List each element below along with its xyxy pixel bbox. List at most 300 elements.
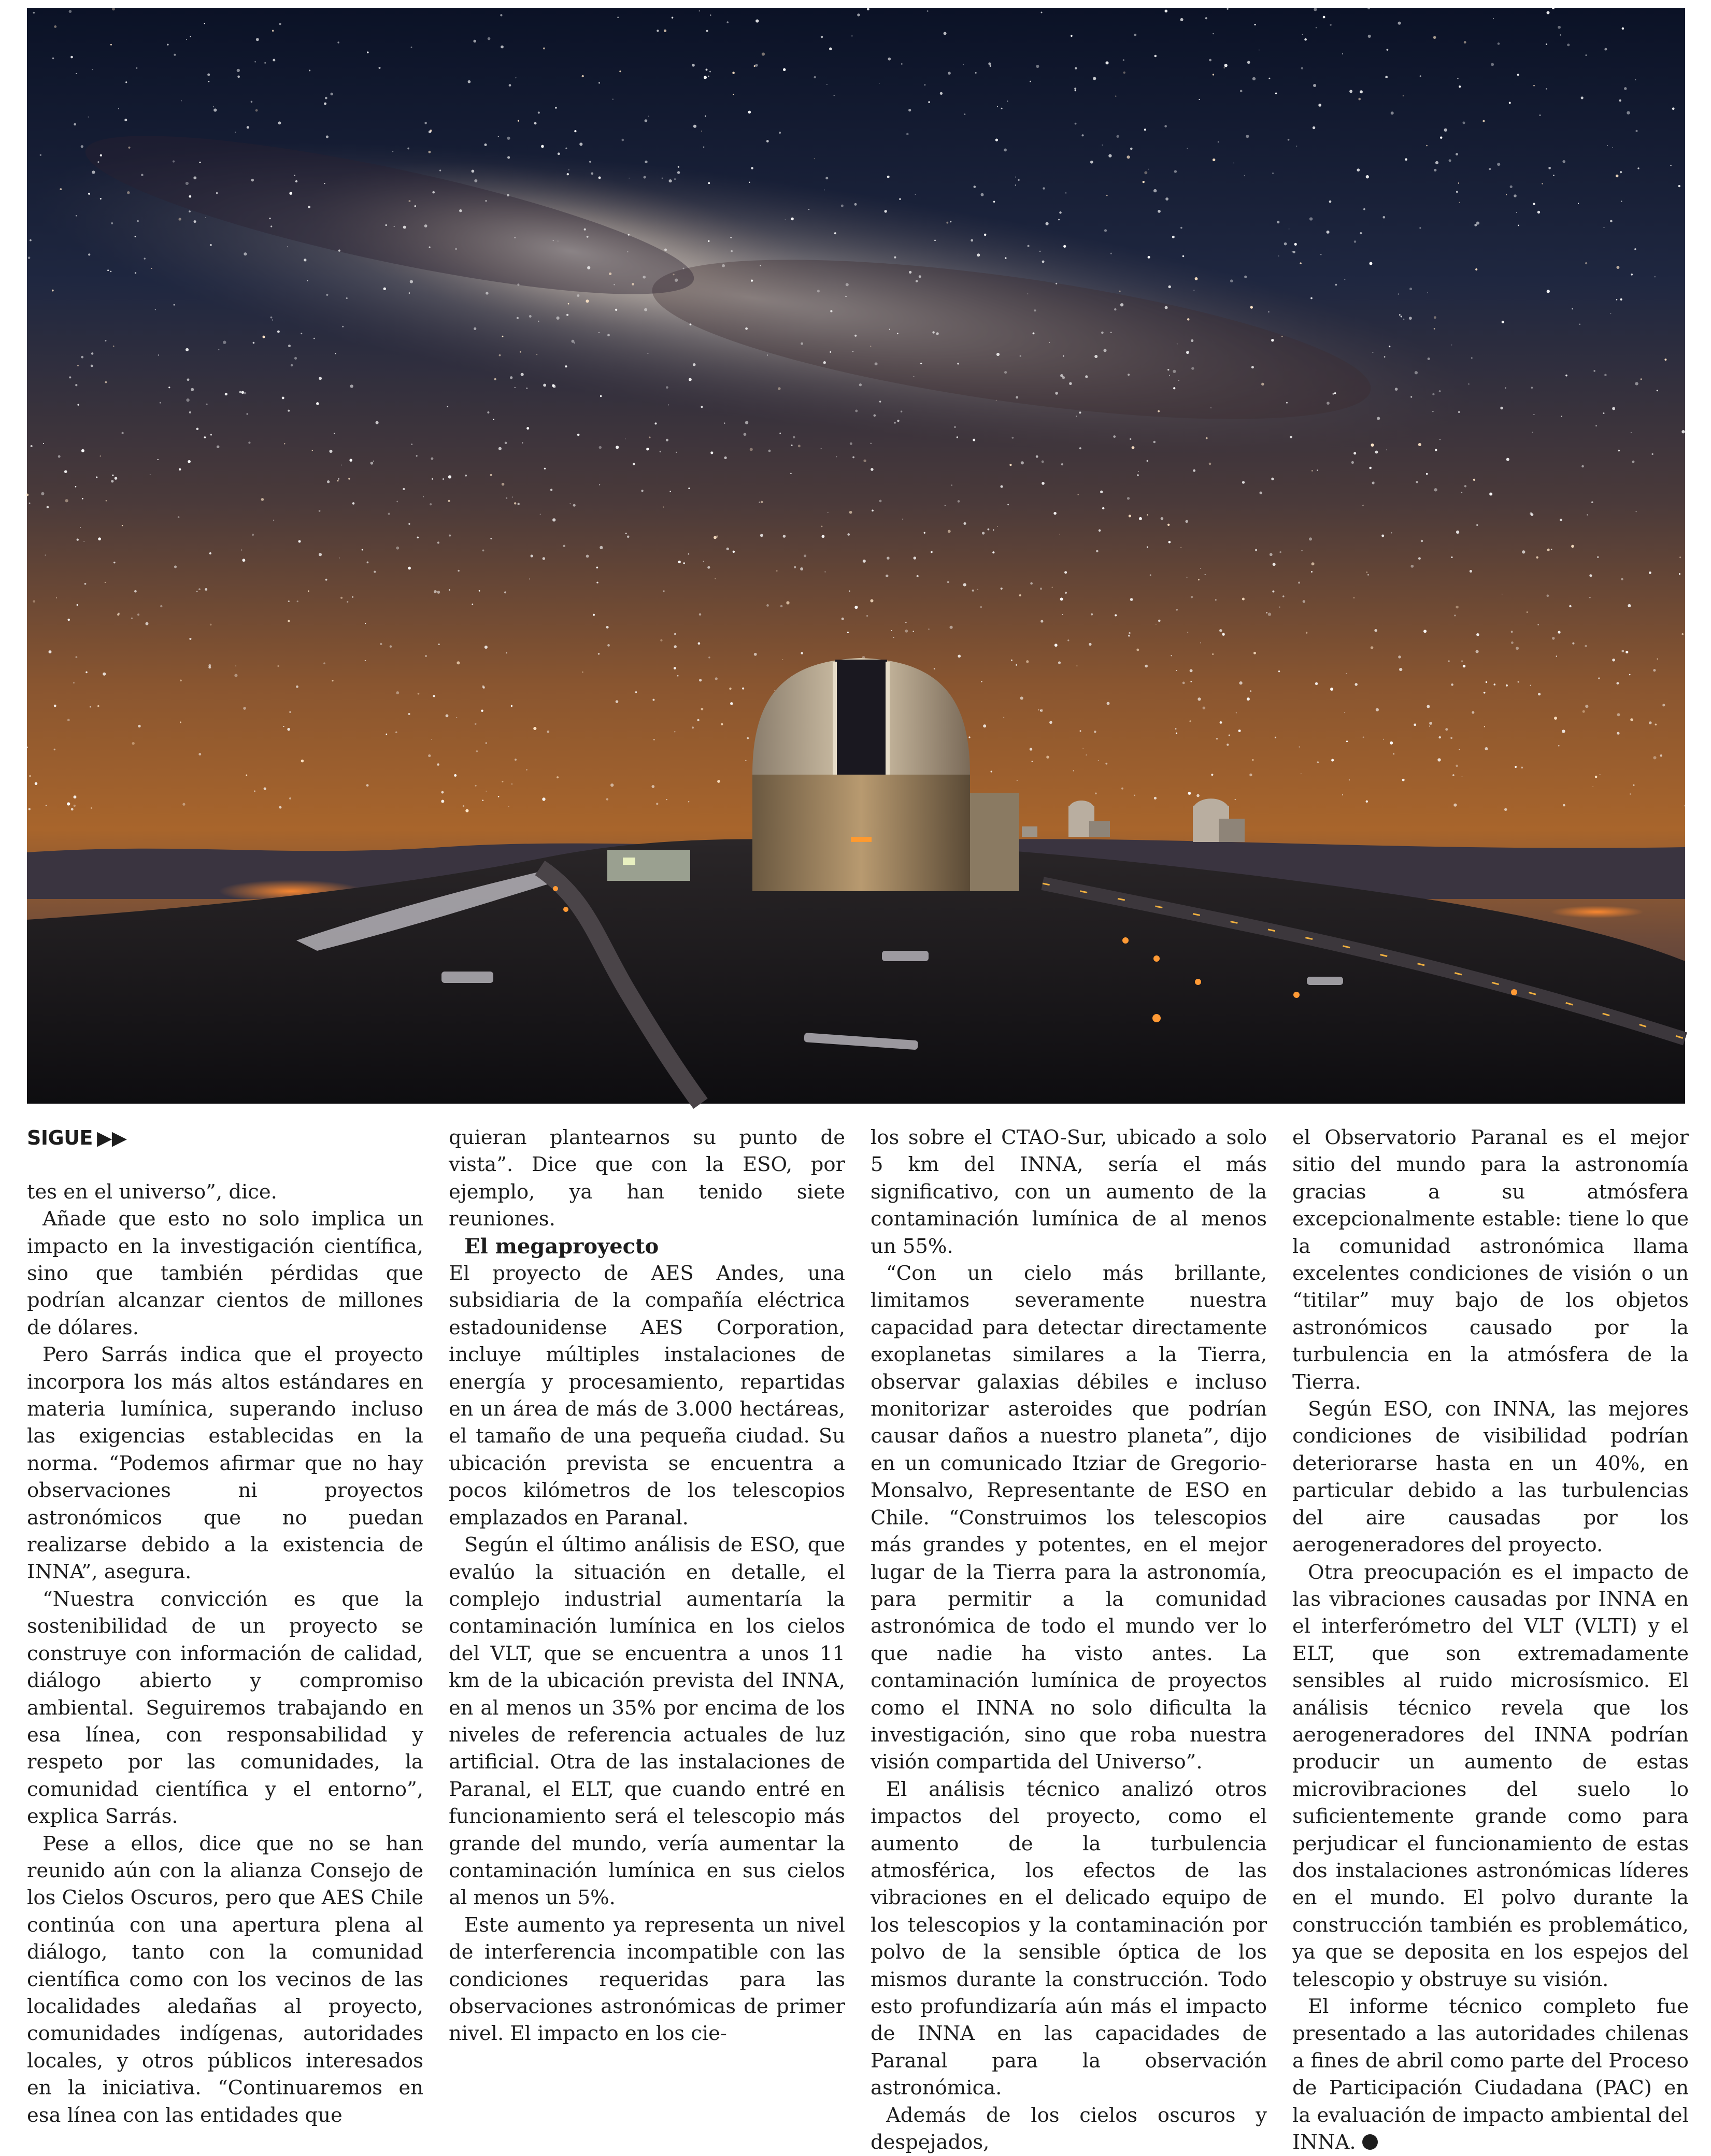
star [897,420,899,422]
star [544,468,546,469]
star [744,433,747,436]
star [587,266,590,269]
star [947,581,949,583]
star [1427,292,1428,293]
star [178,516,180,518]
star [1369,467,1372,469]
star [1230,279,1233,282]
star [179,468,181,470]
star [1500,407,1503,410]
star [1589,597,1590,598]
star [100,455,101,456]
star [71,808,74,810]
star [1593,370,1595,372]
star [1224,64,1228,67]
star [1290,436,1292,438]
star [517,283,519,285]
star [1395,388,1398,391]
star [729,688,731,690]
star [105,340,107,341]
star [431,739,432,740]
star [1429,722,1432,725]
star [1456,191,1458,193]
star [854,606,858,609]
star [750,448,753,451]
star [688,553,690,555]
star [826,84,828,85]
star [437,541,439,544]
star [506,497,507,499]
star [77,538,79,540]
star [749,182,750,183]
star [1553,175,1555,176]
star [1631,432,1632,433]
star [1164,125,1167,127]
star [189,638,191,640]
star [708,656,710,659]
star [1367,574,1369,576]
star [67,719,70,721]
paragraph: Además de los cielos oscuros y despejados, [871,2103,1267,2154]
star [701,708,703,710]
star [1655,723,1657,725]
star [948,530,951,533]
star [1511,631,1513,633]
star [190,36,191,37]
star [1063,355,1064,356]
star [1472,711,1474,714]
star [830,310,832,312]
star [1410,396,1412,398]
star [706,30,708,32]
star [1244,175,1245,176]
star [1028,245,1030,247]
star [733,551,735,553]
star [609,273,611,275]
star [225,393,227,395]
star [522,442,523,444]
star [1497,163,1500,166]
star [1105,61,1108,64]
star [134,590,137,593]
star [135,236,136,238]
star [1617,713,1620,716]
star [1139,517,1142,520]
star [766,140,769,142]
star [678,561,681,563]
star [341,465,342,466]
star [1572,308,1573,310]
star [653,739,655,740]
star [1317,761,1319,763]
star [1281,336,1283,337]
star [1631,274,1633,276]
star [323,662,325,664]
star [1681,430,1685,433]
star [1334,392,1336,394]
star [1600,774,1601,775]
star [1391,532,1392,534]
star [1074,88,1076,90]
star [748,111,751,114]
star [1547,594,1549,597]
star [724,422,725,423]
star [410,280,413,283]
star [627,251,628,252]
star [854,335,857,337]
star [45,554,46,555]
star [508,806,509,807]
star [980,606,982,608]
star [875,362,878,365]
star [1116,135,1119,138]
star [616,700,619,703]
star [606,626,609,629]
star [1563,804,1565,807]
star [1049,342,1050,343]
star [1531,387,1533,389]
star [392,151,393,152]
star [112,8,115,11]
star [801,342,803,345]
star [298,540,301,542]
star [288,410,290,412]
star [759,502,760,503]
star [616,446,619,449]
star [1119,291,1121,292]
star [1188,792,1191,795]
star [234,674,237,677]
star [1649,572,1651,574]
star [1626,651,1628,653]
star [995,138,998,141]
star [958,655,961,658]
star [186,348,189,351]
star [783,68,786,71]
star [122,525,123,526]
star [486,791,487,792]
star [1275,737,1276,738]
star [698,642,701,645]
star [113,562,116,564]
building-window [623,858,635,865]
star [908,109,911,111]
star [651,785,654,788]
star [1377,417,1380,420]
star [253,342,255,344]
star [644,176,646,179]
night-sky-observatory-photo [27,8,1685,1104]
star [316,402,319,405]
star [963,583,966,587]
article-column-3 [871,1124,1267,2154]
star [337,480,339,482]
star [98,537,101,540]
star [625,533,627,534]
star [1171,655,1172,656]
star [1473,479,1475,481]
star [498,136,499,137]
star [582,672,583,673]
star [235,665,236,666]
star [1635,130,1637,132]
star [1346,740,1348,742]
star [951,484,952,486]
star [1664,359,1666,361]
star [110,44,112,46]
star [830,351,831,353]
sigue-kicker [27,1124,423,1151]
star [92,69,93,70]
star [742,688,744,690]
star [1271,339,1274,341]
star [1059,534,1060,535]
star [1147,515,1148,516]
star [394,226,395,227]
star [77,365,78,366]
star [1506,194,1507,195]
star [1040,709,1043,712]
star [599,446,602,449]
star [465,475,467,477]
star [1468,383,1470,384]
star [983,724,986,727]
star [1672,107,1675,110]
star [1052,587,1053,588]
star [207,74,210,76]
star [239,391,241,393]
star [137,613,139,616]
star [517,317,519,319]
star [1616,175,1619,178]
star [1134,34,1137,36]
star [514,237,516,238]
star [1621,578,1623,581]
star [1056,283,1057,284]
star [783,535,786,538]
star [409,292,410,294]
star [887,556,890,560]
star [745,327,748,330]
star [1067,639,1069,641]
star [1636,511,1637,512]
star [1016,664,1017,666]
star [1385,76,1388,78]
star [1123,72,1125,74]
star [181,101,182,102]
star [178,218,181,220]
star [76,73,77,74]
star [1554,717,1557,720]
star [1187,577,1188,578]
star [81,356,83,359]
star [543,384,546,387]
star [973,439,975,441]
star [1167,524,1170,526]
star [566,314,568,316]
star [1451,683,1453,686]
star [196,591,198,592]
star [1360,232,1362,234]
star [28,256,31,259]
star [1213,159,1215,161]
star [488,37,491,40]
star [1415,371,1418,374]
star [29,503,31,504]
star [1158,620,1161,622]
star [474,327,476,330]
star [376,421,379,424]
star [1187,148,1188,149]
star [122,432,124,434]
star [1043,187,1045,189]
star [1581,96,1584,99]
star [586,299,589,303]
star [1223,67,1225,69]
star [1390,741,1393,745]
star [557,776,559,778]
star [1093,77,1096,80]
star [1628,604,1631,607]
end-mark-icon [1362,2134,1378,2150]
star [49,650,52,653]
star [847,632,849,633]
star [1681,633,1684,635]
star [186,398,189,402]
star [261,498,264,501]
star [1233,163,1234,164]
star [1579,324,1580,325]
star [110,271,112,273]
star [415,205,416,207]
star [996,400,997,401]
star [1286,402,1288,404]
star [538,111,540,113]
star [703,147,704,148]
star [1349,90,1352,93]
star [284,443,286,445]
star [786,601,789,604]
star [88,193,90,195]
star [1145,665,1148,668]
star [1475,268,1477,270]
star [663,507,664,508]
star [915,194,916,195]
star [1011,437,1014,439]
star [887,176,890,178]
star [1332,393,1334,395]
paragraph-final [1292,1993,1689,2156]
star [1558,631,1560,633]
star [1444,128,1447,132]
star [107,269,109,271]
star [1459,749,1460,750]
star [761,501,763,504]
star [408,523,410,525]
star [1536,556,1538,559]
star [352,596,353,598]
star [674,645,677,648]
star [1158,210,1161,213]
star [656,803,658,805]
star [1164,9,1167,12]
star [500,14,502,16]
star [1376,708,1379,711]
star [1402,779,1405,781]
star [1177,344,1178,345]
star [1196,794,1200,797]
star [600,395,602,397]
star [867,8,869,10]
star [1595,776,1598,778]
star [1086,754,1087,755]
star [1542,183,1543,184]
star [173,161,175,163]
star [1368,35,1371,38]
star [822,535,825,538]
star [1132,446,1135,449]
star [1616,682,1619,684]
star [1521,767,1523,769]
star [1277,221,1279,223]
star [963,522,966,525]
star [449,535,451,537]
star [791,445,793,446]
star [906,133,908,135]
star [1558,745,1560,747]
star [1514,194,1517,197]
star [785,219,786,220]
star [264,62,266,64]
star [977,253,980,256]
star [543,47,545,49]
star [945,505,946,506]
star [823,361,826,364]
star [395,732,397,734]
star [699,10,700,11]
star [1071,35,1073,37]
star [338,478,339,480]
star [1079,411,1081,413]
star [1370,262,1373,265]
star [294,175,295,176]
star [768,450,771,452]
star [1451,345,1452,346]
star [1323,16,1325,19]
star [1180,18,1184,21]
star [1344,712,1345,713]
star [52,290,54,292]
star [1398,22,1401,25]
star [58,455,61,458]
star [1610,313,1612,314]
star [204,436,206,438]
star [1429,725,1430,726]
star [1284,242,1287,246]
star [1320,254,1321,255]
star [60,188,62,190]
star [724,456,726,459]
star [899,198,901,200]
star [475,785,477,787]
star [599,484,600,486]
star [1154,55,1157,58]
star [429,247,431,248]
star [1227,8,1228,10]
star [705,116,706,117]
star [1389,346,1390,347]
star [205,217,206,218]
